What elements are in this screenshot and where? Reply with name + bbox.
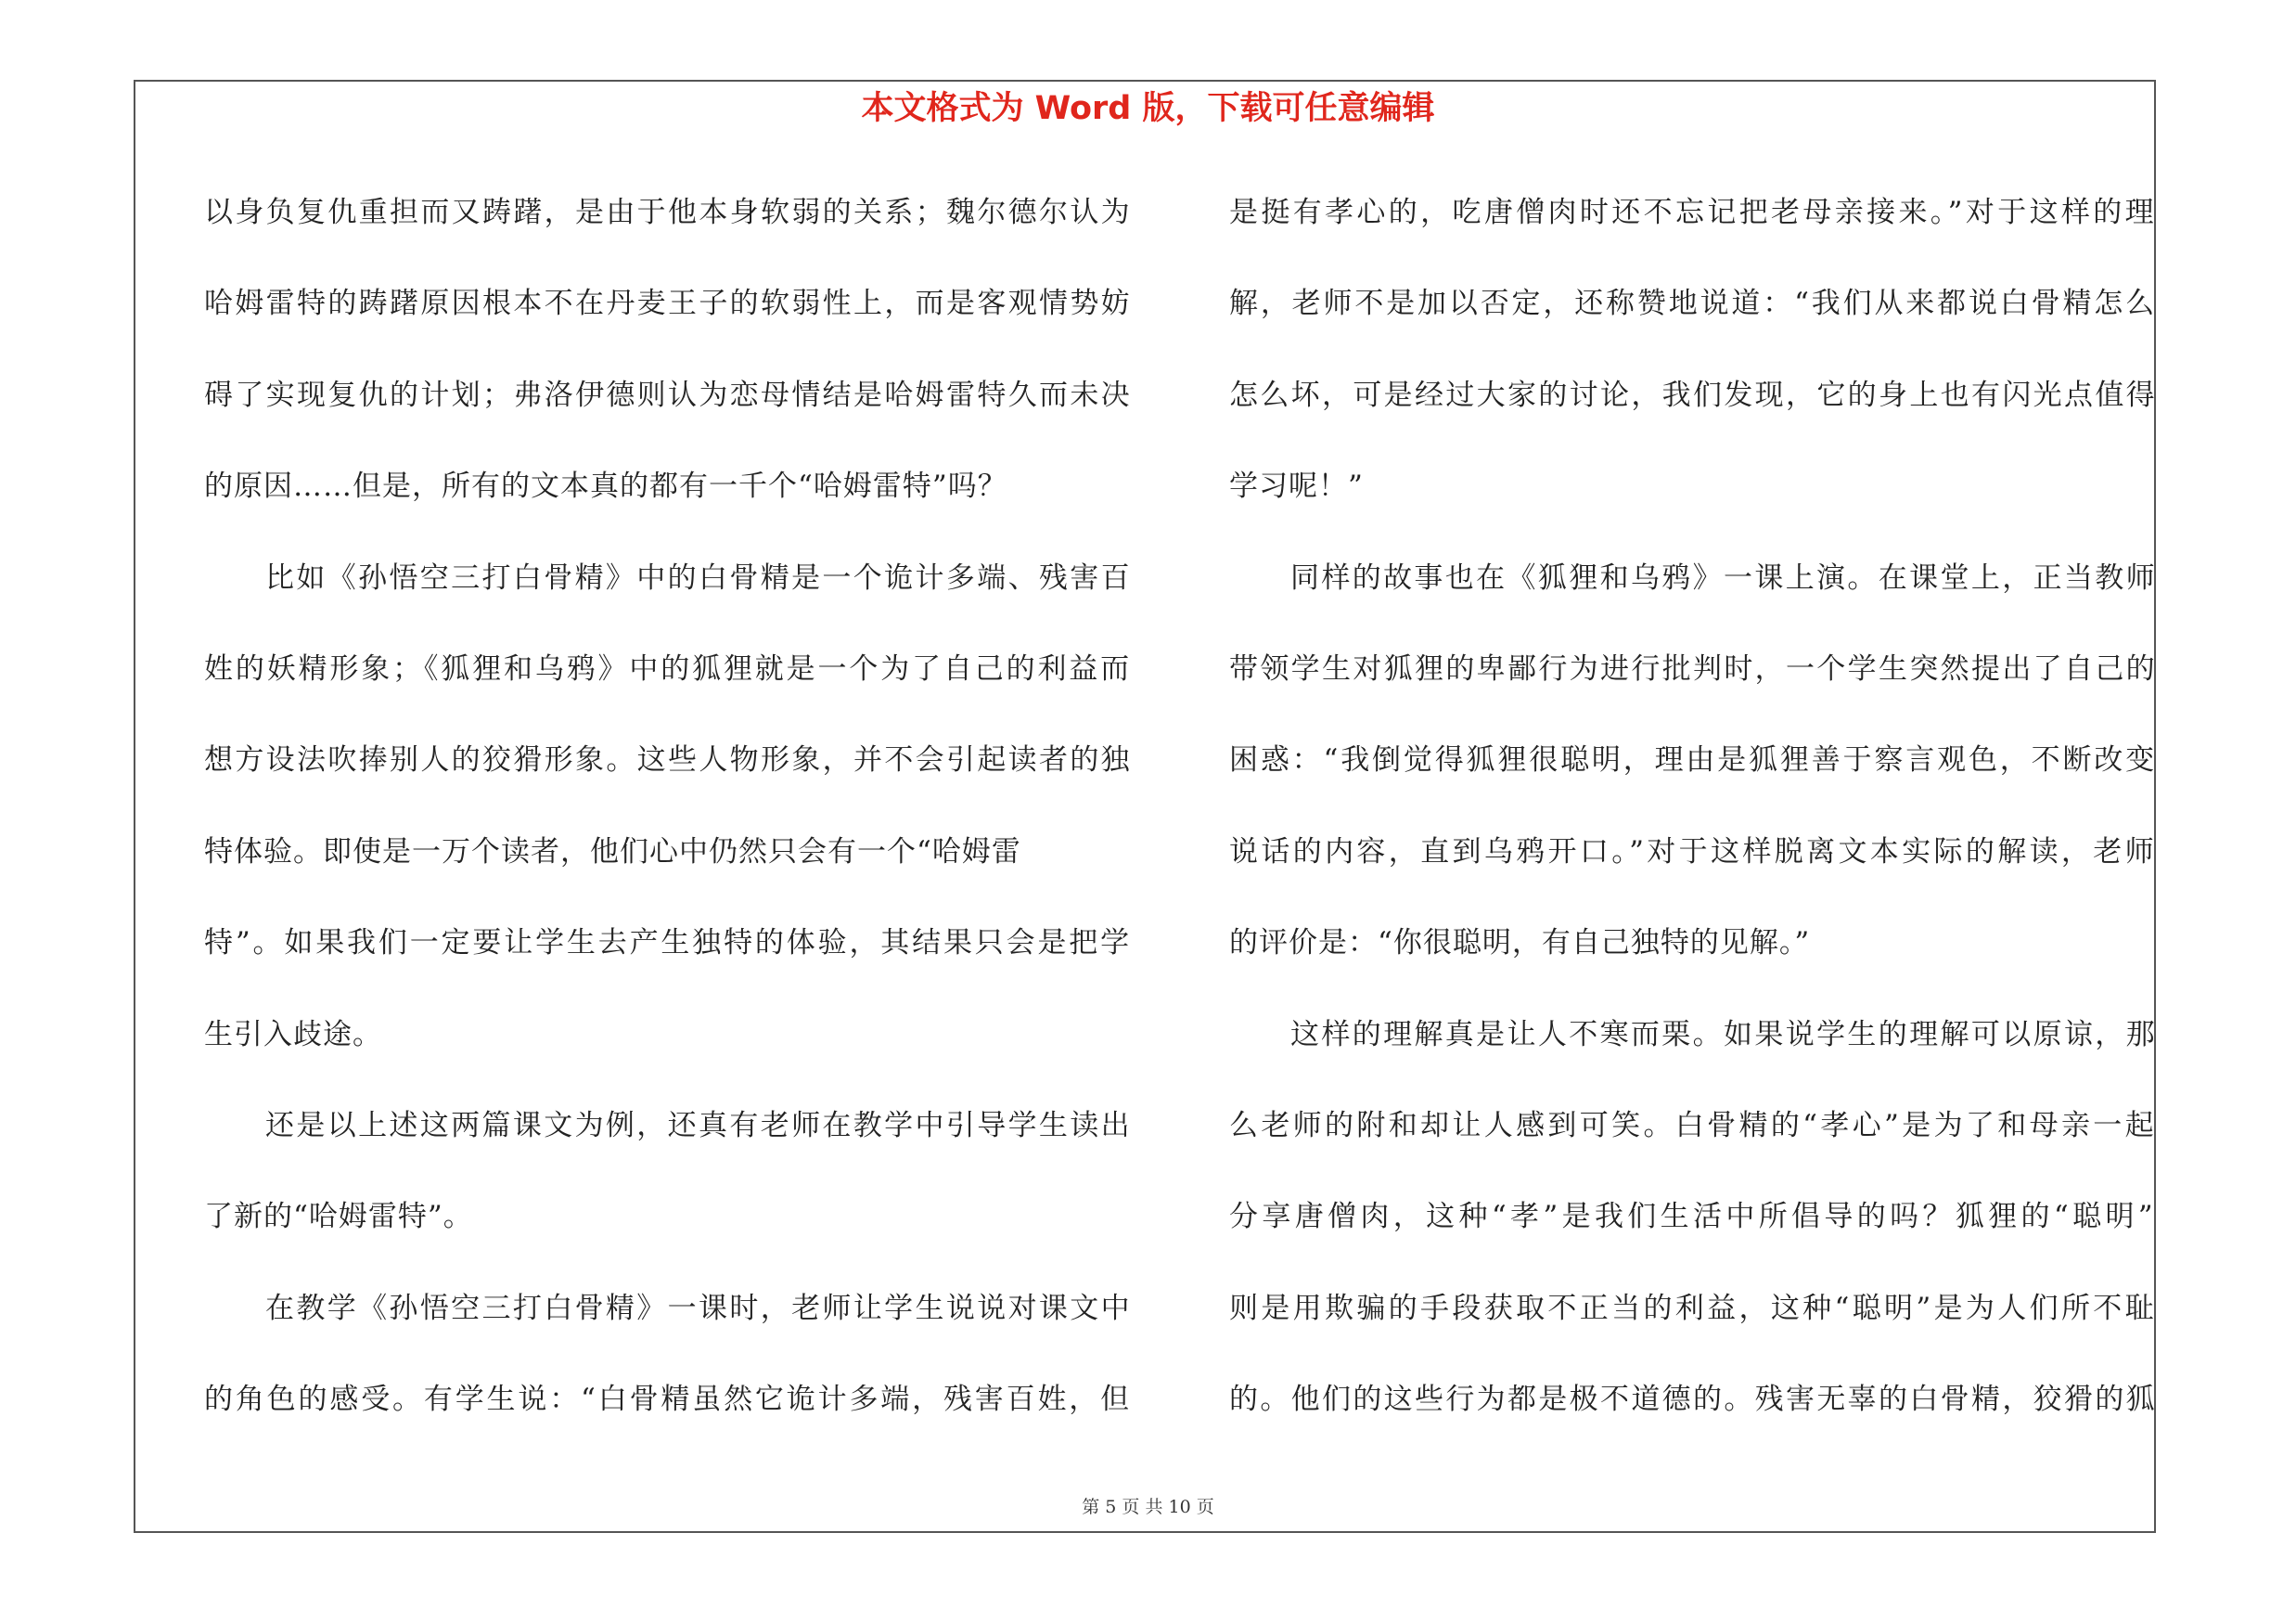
text-line: 还是以上述这两篇课文为例，还真有老师在教学中引导学生读出 xyxy=(265,1108,1132,1142)
text-line: 困惑：“我倒觉得狐狸很聪明，理由是狐狸善于察言观色，不断改变 xyxy=(1229,743,2157,778)
text-line: 同样的故事也在《狐狸和乌鸦》一课上演。在课堂上，正当教师 xyxy=(1290,560,2157,595)
text-line: 的角色的感受。有学生说：“白骨精虽然它诡计多端，残害百姓，但 xyxy=(204,1383,1132,1417)
text-line: 特体验。即使是一万个读者，他们心中仍然只会有一个“哈姆雷 xyxy=(204,834,1021,869)
text-line: 分享唐僧肉，这种“孝”是我们生活中所倡导的吗？狐狸的“聪明” xyxy=(1229,1200,2157,1234)
text-line: 哈姆雷特的踌躇原因根本不在丹麦王子的软弱性上，而是客观情势妨 xyxy=(204,287,1132,321)
text-line: 以身负复仇重担而又踌躇，是由于他本身软弱的关系；魏尔德尔认为 xyxy=(204,196,1132,229)
text-line: 这样的理解真是让人不寒而栗。如果说学生的理解可以原谅，那 xyxy=(1290,1017,2157,1051)
text-line: 怎么坏，可是经过大家的讨论，我们发现，它的身上也有闪光点值得 xyxy=(1229,378,2157,412)
text-line: 碍了实现复仇的计划；弗洛伊德则认为恋母情结是哈姆雷特久而未决 xyxy=(204,378,1132,412)
text-line: 带领学生对狐狸的卑鄙行为进行批判时，一个学生突然提出了自己的 xyxy=(1229,651,2157,686)
right-column xyxy=(1229,180,2157,1458)
text-line: 学习呢！” xyxy=(1229,470,1364,504)
text-line: 比如《孙悟空三打白骨精》中的白骨精是一个诡计多端、残害百 xyxy=(265,560,1132,595)
text-line: 解，老师不是加以否定，还称赞地说道：“我们从来都说白骨精怎么 xyxy=(1229,287,2157,321)
format-banner: 本文格式为 Word 版，下载可任意编辑 xyxy=(861,90,1435,127)
text-line: 在教学《孙悟空三打白骨精》一课时，老师让学生说说对课文中 xyxy=(265,1291,1132,1325)
text-line: 了新的“哈姆雷特”。 xyxy=(204,1200,473,1234)
text-line: 说话的内容，直到乌鸦开口。”对于这样脱离文本实际的解读，老师 xyxy=(1229,834,2157,869)
text-line: 则是用欺骗的手段获取不正当的利益，这种“聪明”是为人们所不耻 xyxy=(1229,1291,2157,1325)
text-line: 的。他们的这些行为都是极不道德的。残害无辜的白骨精，狡猾的狐 xyxy=(1229,1383,2157,1417)
page-number: 第 5 页 共 10 页 xyxy=(1082,1497,1214,1517)
left-column xyxy=(204,180,1132,1458)
text-line: 特”。如果我们一定要让学生去产生独特的体验，其结果只会是把学 xyxy=(204,926,1132,960)
text-line: 生引入歧途。 xyxy=(204,1017,382,1051)
text-line: 的原因……但是，所有的文本真的都有一千个“哈姆雷特”吗？ xyxy=(204,470,1007,504)
text-line: 的评价是：“你很聪明，有自己独特的见解。” xyxy=(1229,926,1811,960)
text-line: 想方设法吹捧别人的狡猾形象。这些人物形象，并不会引起读者的独 xyxy=(204,743,1132,778)
text-line: 姓的妖精形象；《狐狸和乌鸦》中的狐狸就是一个为了自己的利益而 xyxy=(204,651,1132,686)
text-line: 是挺有孝心的，吃唐僧肉时还不忘记把老母亲接来。”对于这样的理 xyxy=(1229,196,2157,229)
text-line: 么老师的附和却让人感到可笑。白骨精的“孝心”是为了和母亲一起 xyxy=(1229,1108,2157,1142)
